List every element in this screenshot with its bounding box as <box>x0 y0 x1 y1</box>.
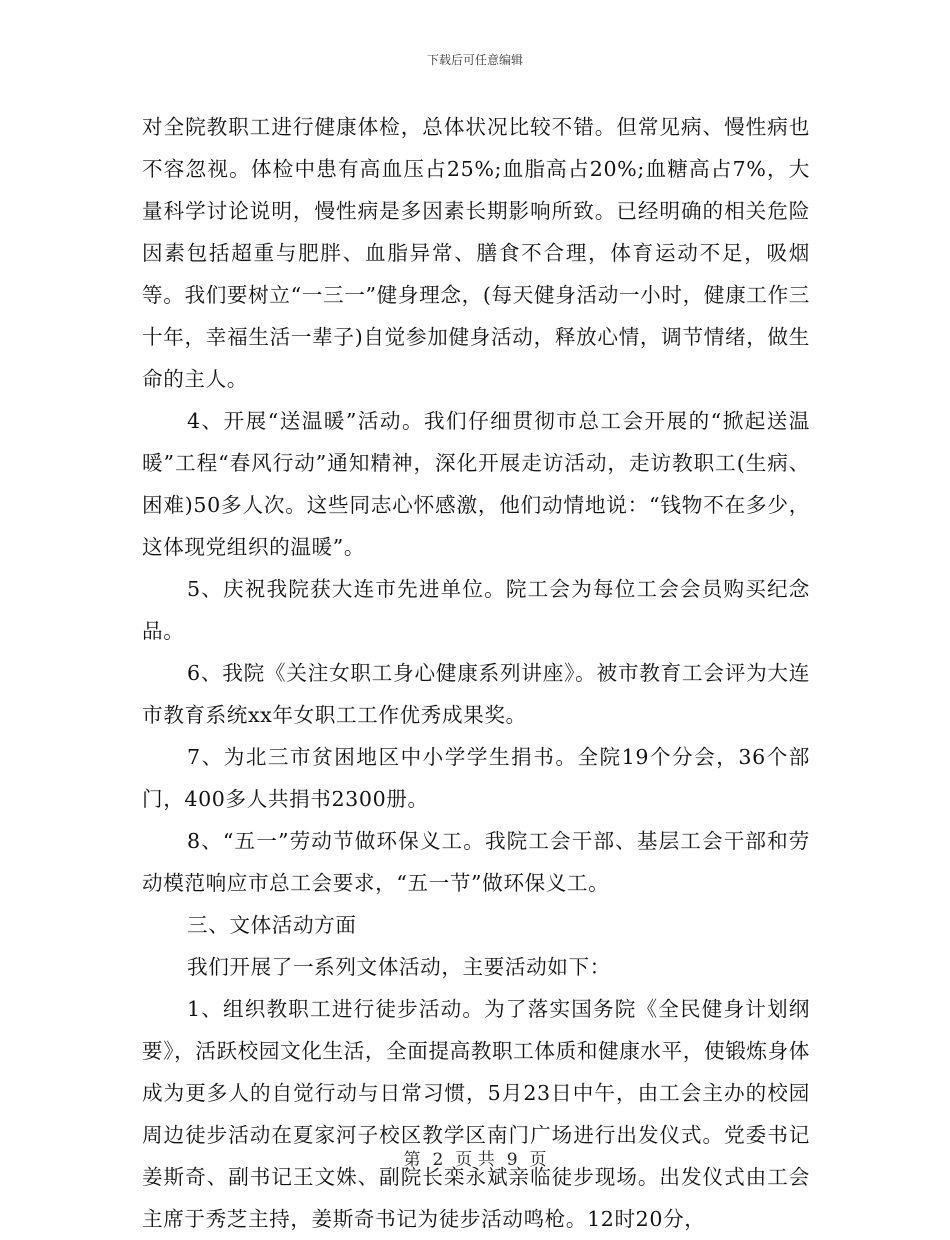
paragraph-item-7: 7、为北三市贫困地区中小学学生捐书。全院19个分会，36个部门，400多人共捐书2300册。 <box>142 745 810 811</box>
paragraph-item-5: 5、庆祝我院获大连市先进单位。院工会为每位工会会员购买纪念品。 <box>142 577 810 643</box>
paragraph-item-8: 8、“五一”劳动节做环保义工。我院工会干部、基层工会干部和劳动模范响应市总工会要求，“五一节”做环保义工。 <box>142 829 810 895</box>
page-footer <box>0 1150 950 1170</box>
current-page-number: 2 <box>432 1150 444 1170</box>
paragraph-item-4: 4、开展“送温暖”活动。我们仔细贯彻市总工会开展的“掀起送温暖”工程“春风行动”通知精神，深化开展走访活动，走访教职工(生病、困难)50多人次。这些同志心怀感激，他们动情地说：“钱物不在多少，这体现党组织的温暖”。 <box>142 409 810 559</box>
document-body <box>142 106 810 1240</box>
paragraph-health-checkup: 对全院教职工进行健康体检，总体状况比较不错。但常见病、慢性病也不容忽视。体检中患有高血压占25%;血脂高占20%;血糖高占7%，大量科学讨论说明，慢性病是多因素长期影响所致。已经明确的相关危险因素包括超重与肥胖、血脂异常、膳食不合理，体育运动不足，吸烟等。我们要树立“一三一”健身理念，(每天健身活动一小时，健康工作三十年，幸福生活一辈子)自觉参加健身活动，释放心情，调节情绪，做生命的主人。 <box>142 115 810 391</box>
section-heading-sports: 三、文体活动方面 <box>187 913 357 937</box>
paragraph-sports-intro: 我们开展了一系列文体活动，主要活动如下： <box>187 955 611 979</box>
paragraph-item-6: 6、我院《关注女职工身心健康系列讲座》。被市教育工会评为大连市教育系统xx年女职工工作优秀成果奖。 <box>142 661 810 727</box>
page-suffix: 页 <box>529 1150 547 1170</box>
page-header-note: 下载后可任意编辑 <box>426 53 523 67</box>
page-prefix: 第 <box>403 1150 421 1170</box>
total-pages-number: 9 <box>506 1150 518 1170</box>
paragraph-hiking-activity: 1、组织教职工进行徒步活动。为了落实国务院《全民健身计划纲要》，活跃校园文化生活，全面提高教职工体质和健康水平，使锻炼身体成为更多人的自觉行动与日常习惯，5月23日中午，由工会主办的校园周边徒步活动在夏家河子校区教学区南门广场进行出发仪式。党委书记姜斯奇、副书记王文姝、副院长栾永斌亲临徒步现场。出发仪式由工会主席于秀芝主持，姜斯奇书记为徒步活动鸣枪。12时20分， <box>142 997 810 1231</box>
page-middle-text: 页 共 <box>455 1150 495 1170</box>
